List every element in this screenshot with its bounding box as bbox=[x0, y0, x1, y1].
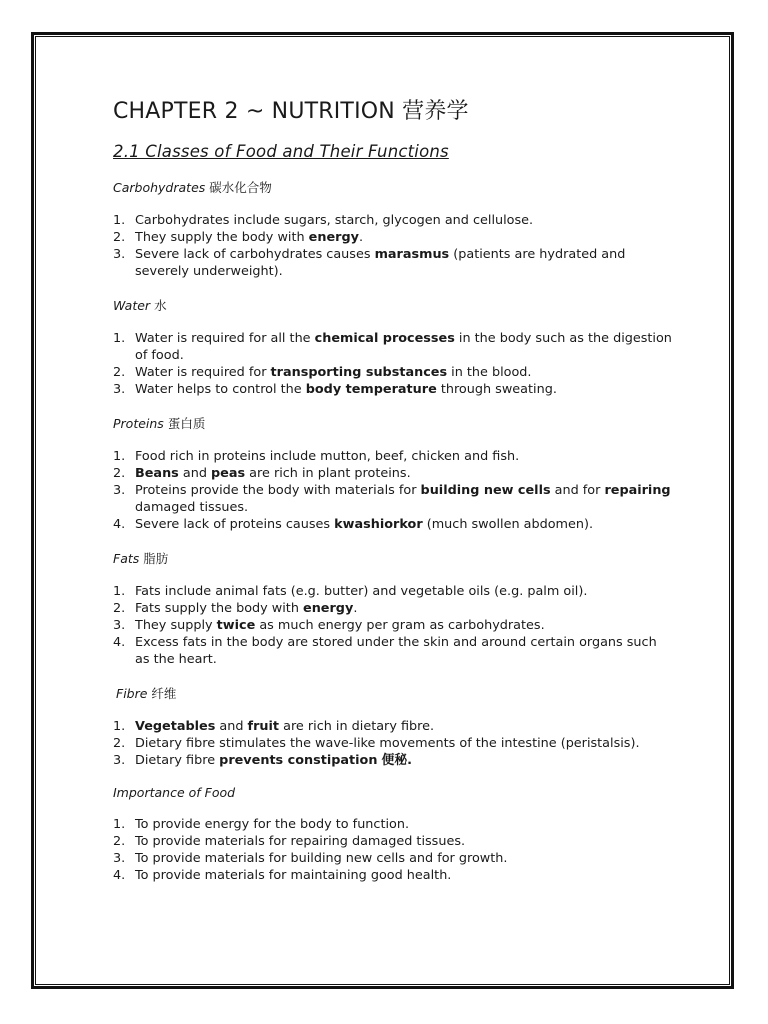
list-item-text: damaged tissues. bbox=[135, 500, 249, 515]
list-item-text: Water is required for bbox=[135, 365, 271, 380]
list-item-number: 1. bbox=[113, 331, 126, 346]
list-item-text: (much swollen abdomen). bbox=[422, 517, 594, 532]
list-item-text: as much energy per gram as carbohydrates. bbox=[255, 618, 545, 633]
section-list bbox=[113, 816, 673, 884]
bold-term: transporting substances bbox=[270, 365, 448, 380]
section-heading-title: Importance of Food bbox=[113, 785, 236, 800]
list-item-text: Food rich in proteins include mutton, beef, chicken and fish. bbox=[135, 449, 520, 464]
list-item bbox=[113, 246, 673, 280]
list-item bbox=[113, 212, 673, 229]
section-list bbox=[113, 718, 673, 769]
list-item-number: 3. bbox=[113, 382, 126, 397]
list-item-text: and for bbox=[550, 483, 605, 498]
list-item-number: 1. bbox=[113, 213, 126, 228]
list-item bbox=[113, 867, 673, 884]
list-item-text: in the body such as the digestion of food. bbox=[135, 331, 672, 363]
section-heading bbox=[113, 296, 673, 314]
list-item-number: 1. bbox=[113, 719, 126, 734]
list-item bbox=[113, 583, 673, 600]
list-item-text: Proteins provide the body with materials for bbox=[135, 483, 421, 498]
list-item bbox=[113, 735, 673, 752]
list-item-text: Dietary fibre bbox=[135, 753, 220, 768]
section-list bbox=[113, 448, 673, 533]
list-item bbox=[113, 381, 673, 398]
bold-term: energy bbox=[308, 230, 359, 245]
bold-term: prevents constipation bbox=[219, 753, 378, 768]
list-item-text: and bbox=[178, 466, 212, 481]
section-heading-chinese: 纤维 bbox=[151, 686, 177, 701]
list-item-text: in the blood. bbox=[447, 365, 532, 380]
section-heading bbox=[113, 414, 673, 432]
list-item-number: 2. bbox=[113, 736, 126, 751]
list-item-text: Water is required for all the bbox=[135, 331, 315, 346]
bold-term: energy bbox=[303, 601, 354, 616]
list-item bbox=[113, 516, 673, 533]
bold-term: repairing bbox=[604, 483, 671, 498]
list-item-text: Carbohydrates include sugars, starch, glycogen and cellulose. bbox=[135, 213, 534, 228]
list-item bbox=[113, 364, 673, 381]
section-list bbox=[113, 212, 673, 280]
section-heading-title: Water bbox=[113, 298, 151, 313]
list-item-text: To provide energy for the body to function. bbox=[135, 817, 410, 832]
list-item-text: Excess fats in the body are stored under the skin and around certain organs such as the heart. bbox=[135, 635, 657, 667]
list-item bbox=[113, 816, 673, 833]
section-heading bbox=[113, 178, 673, 196]
bold-term: Beans bbox=[135, 466, 179, 481]
section-heading bbox=[113, 549, 673, 567]
bold-term: marasmus bbox=[374, 247, 450, 262]
list-item bbox=[113, 229, 673, 246]
list-item-text: They supply bbox=[135, 618, 217, 633]
list-item-number: 3. bbox=[113, 483, 126, 498]
section-heading-title: Fats bbox=[113, 551, 140, 566]
list-item-text: Severe lack of proteins causes bbox=[135, 517, 335, 532]
list-item-text: (patients are hydrated and severely underweight). bbox=[135, 247, 626, 279]
list-item-number: 1. bbox=[113, 449, 126, 464]
bold-term: chemical processes bbox=[314, 331, 455, 346]
list-item-text: . bbox=[353, 601, 358, 616]
section-heading-chinese: 脂肪 bbox=[143, 551, 169, 566]
bold-term: 便秘. bbox=[381, 753, 412, 768]
list-item-text: To provide materials for building new cells and for growth. bbox=[135, 851, 508, 866]
list-item-text: Fats include animal fats (e.g. butter) and vegetable oils (e.g. palm oil). bbox=[135, 584, 588, 599]
list-item bbox=[113, 752, 673, 769]
chapter-title: CHAPTER 2 ~ NUTRITION 营养学 bbox=[113, 99, 469, 124]
section-heading-title: Proteins bbox=[113, 416, 164, 431]
bold-term: peas bbox=[211, 466, 246, 481]
list-item-text: Dietary fibre stimulates the wave-like movements of the intestine (peristalsis). bbox=[135, 736, 640, 751]
list-item-text: Fats supply the body with bbox=[135, 601, 304, 616]
bold-term: body temperature bbox=[305, 382, 437, 397]
list-item-number: 3. bbox=[113, 618, 126, 633]
list-item-text: Severe lack of carbohydrates causes bbox=[135, 247, 375, 262]
list-item bbox=[113, 718, 673, 735]
section-heading bbox=[113, 684, 673, 702]
list-item-text: and bbox=[215, 719, 248, 734]
list-item bbox=[113, 465, 673, 482]
list-item-number: 4. bbox=[113, 517, 126, 532]
list-item-number: 2. bbox=[113, 601, 126, 616]
list-item-number: 1. bbox=[113, 817, 126, 832]
list-item-text: To provide materials for maintaining good health. bbox=[135, 868, 452, 883]
list-item-text: . bbox=[358, 230, 364, 245]
list-item bbox=[113, 600, 673, 617]
bold-term: building new cells bbox=[420, 483, 551, 498]
list-item-text: To provide materials for repairing damaged tissues. bbox=[135, 834, 466, 849]
document-content bbox=[113, 94, 673, 884]
list-item-number: 2. bbox=[113, 834, 126, 849]
list-item-number: 3. bbox=[113, 247, 126, 262]
section-list bbox=[113, 583, 673, 668]
list-item-text: through sweating. bbox=[436, 382, 557, 397]
list-item bbox=[113, 634, 673, 668]
list-item bbox=[113, 617, 673, 634]
list-item bbox=[113, 833, 673, 850]
list-item-number: 3. bbox=[113, 753, 126, 768]
section-heading bbox=[113, 785, 673, 800]
bold-term: kwashiorkor bbox=[334, 517, 423, 532]
bold-term: twice bbox=[216, 618, 256, 633]
list-item bbox=[113, 482, 673, 516]
list-item-number: 2. bbox=[113, 466, 126, 481]
list-item-number: 4. bbox=[113, 868, 126, 883]
list-item bbox=[113, 448, 673, 465]
list-item bbox=[113, 850, 673, 867]
sections-container bbox=[113, 178, 673, 884]
section-heading-chinese: 水 bbox=[154, 298, 167, 313]
list-item-text: are rich in plant proteins. bbox=[245, 466, 411, 481]
list-item-text: are rich in dietary fibre. bbox=[279, 719, 435, 734]
list-item-text: Water helps to control the bbox=[135, 382, 306, 397]
section-list bbox=[113, 330, 673, 398]
list-item-number: 2. bbox=[113, 230, 126, 245]
section-title: 2.1 Classes of Food and Their Functions bbox=[113, 142, 449, 161]
list-item-number: 3. bbox=[113, 851, 126, 866]
list-item-number: 1. bbox=[113, 584, 126, 599]
bold-term: Vegetables bbox=[135, 719, 216, 734]
section-heading-chinese: 蛋白质 bbox=[167, 416, 206, 431]
list-item-number: 2. bbox=[113, 365, 126, 380]
list-item-number: 4. bbox=[113, 635, 126, 650]
bold-term: fruit bbox=[247, 719, 280, 734]
list-item bbox=[113, 330, 673, 364]
section-heading-chinese: 碳水化合物 bbox=[209, 180, 272, 195]
section-heading-title: Fibre bbox=[116, 686, 148, 701]
section-heading-title: Carbohydrates bbox=[113, 180, 206, 195]
list-item-text: They supply the body with bbox=[135, 230, 309, 245]
